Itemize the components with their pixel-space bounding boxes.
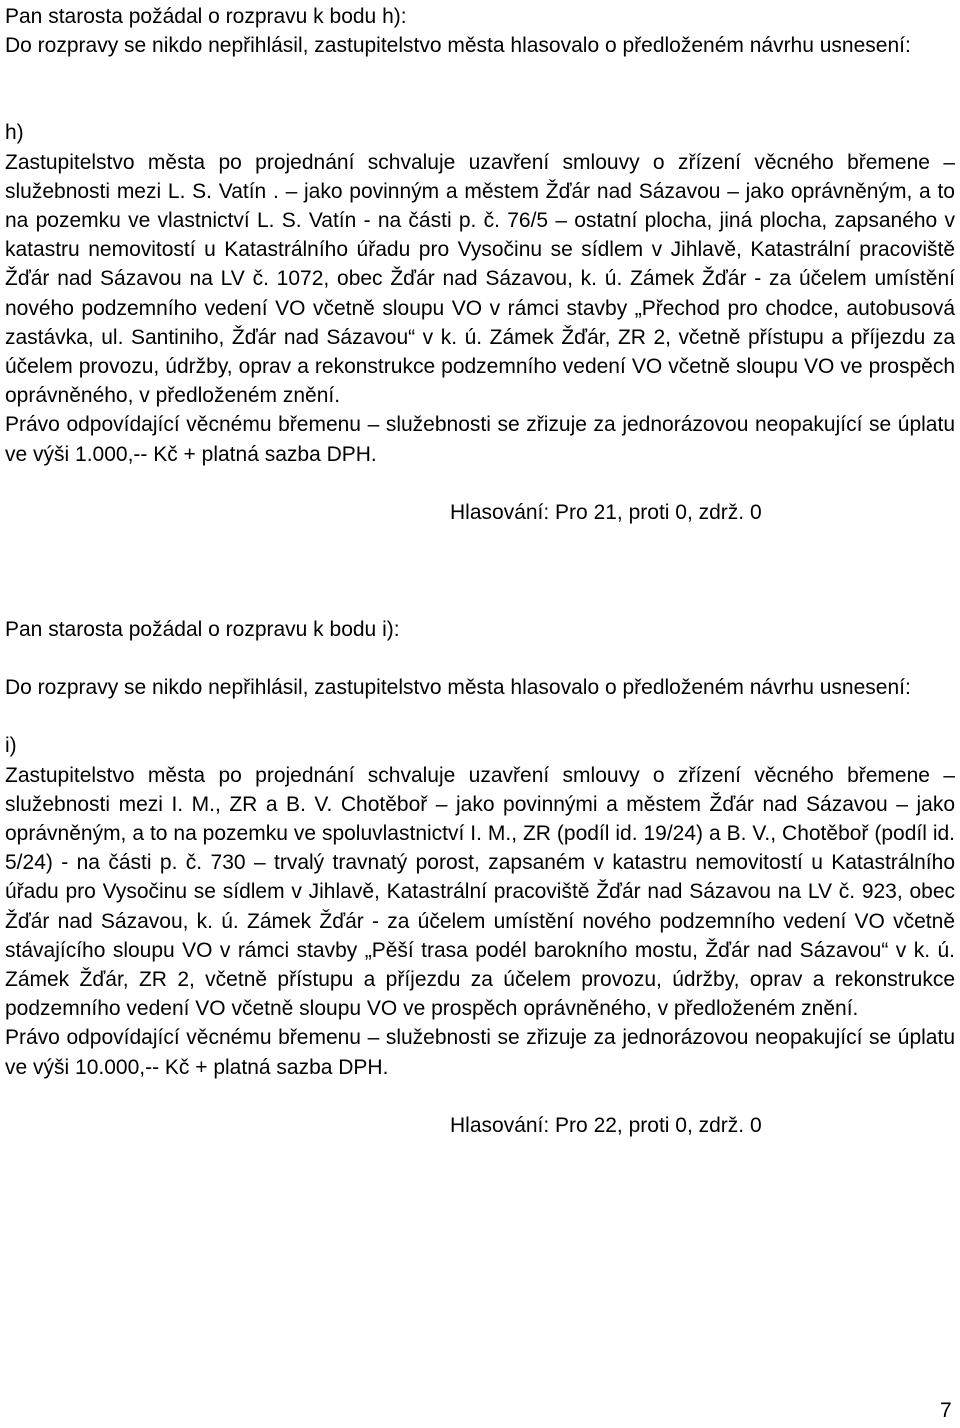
document-page bbox=[5, 0, 955, 1140]
section-h-discussion: Do rozpravy se nikdo nepřihlásil, zastupitelstvo města hlasovalo o předloženém návrhu usnesení: bbox=[5, 34, 911, 58]
section-i-discussion: Do rozpravy se nikdo nepřihlásil, zastupitelstvo města hlasovalo o předloženém návrhu usnesení: bbox=[5, 676, 911, 700]
section-h-resolution: Zastupitelstvo města po projednání schvaluje uzavření smlouvy o zřízení věcného břemene – služebnosti mezi L. S. Vatín . – jako povinným a městem Žďár nad Sázavou – jako oprávněným, a to na pozemku ve vlastnictví L. S. Vatín - na části p. č. 76/5 – ostatní plocha, jiná plocha, zapsaného v katastru nemovitostí u Katastrálního úřadu pro Vysočinu se sídlem v Jihlavě, Katastrální pracoviště Žďár nad Sázavou na LV č. 1072, obec Žďár nad Sázavou, k. ú. Zámek Žďár - za účelem umístění nového podzemního vedení VO včetně sloupu VO v rámci stavby „Přechod pro chodce, autobusová zastávka, ul. Santiniho, Žďár nad Sázavou“ v k. ú. Zámek Žďár, ZR 2, včetně přístupu a příjezdu za účelem provozu, údržby, oprav a rekonstrukce podzemního vedení VO včetně sloupu VO ve prospěch oprávněného, v předloženém znění. bbox=[5, 150, 955, 408]
page-number: 7 bbox=[940, 1399, 952, 1422]
section-i-label: i) bbox=[5, 734, 17, 758]
section-h-label: h) bbox=[5, 121, 24, 145]
section-h-intro: Pan starosta požádal o rozpravu k bodu h): bbox=[5, 5, 407, 28]
section-i-vote: Hlasování: Pro 22, proti 0, zdrž. 0 bbox=[450, 1113, 762, 1137]
section-i-intro: Pan starosta požádal o rozpravu k bodu i): bbox=[5, 618, 400, 642]
section-i-payment: Právo odpovídající věcnému břemenu – služebnosti se zřizuje za jednorázovou neopakující se úplatu ve výši 10.000,-- Kč + platná sazba DPH. bbox=[5, 1026, 955, 1079]
section-i-resolution: Zastupitelstvo města po projednání schvaluje uzavření smlouvy o zřízení věcného břemene – služebnosti mezi I. M., ZR a B. V. Chotěboř – jako povinnými a městem Žďár nad Sázavou – jako oprávněným, a to na pozemku ve spoluvlastnictví I. M., ZR (podíl id. 19/24) a B. V., Chotěboř (podíl id. 5/24) - na části p. č. 730 – trvalý travnatý porost, zapsaném v katastru nemovitostí u Katastrálního úřadu pro Vysočinu se sídlem v Jihlavě, Katastrální pracoviště Žďár nad Sázavou na LV č. 923, obec Žďár nad Sázavou, k. ú. Zámek Žďár - za účelem umístění nového podzemního vedení VO včetně stávajícího sloupu VO v rámci stavby „Pěší trasa podél barokního mostu, Žďár nad Sázavou“ v k. ú. Zámek Žďár, ZR 2, včetně přístupu a příjezdu za účelem provozu, údržby, oprav a rekonstrukce podzemního vedení VO včetně sloupu VO ve prospěch oprávněného, v předloženém znění. bbox=[5, 763, 955, 1021]
section-h-vote: Hlasování: Pro 21, proti 0, zdrž. 0 bbox=[450, 500, 762, 524]
section-h-payment: Právo odpovídající věcnému břemenu – služebnosti se zřizuje za jednorázovou neopakující se úplatu ve výši 1.000,-- Kč + platná sazba DPH. bbox=[5, 413, 955, 466]
